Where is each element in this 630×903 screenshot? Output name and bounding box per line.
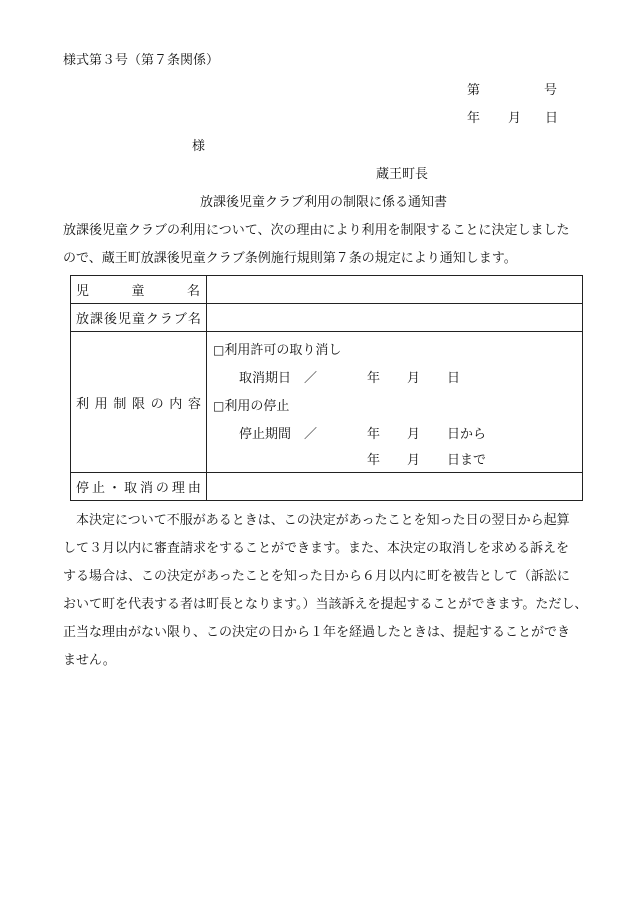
date-month-label: 月 [508, 111, 522, 126]
suspend-from-day: 日から [447, 427, 487, 442]
label-char: 童 [131, 284, 145, 299]
restriction-label [71, 332, 207, 473]
label-char: 児 [117, 312, 131, 327]
label-char: 由 [187, 481, 201, 496]
label-char: ラ [159, 312, 173, 327]
table-row-club-name [71, 304, 583, 332]
document-number-suffix: 号 [544, 83, 558, 98]
label-char: 放 [76, 312, 90, 327]
suspend-from-year: 年 [367, 427, 381, 442]
date-year-label: 年 [467, 111, 481, 126]
issuer-name: 蔵王町長 [376, 167, 429, 182]
suspend-option[interactable] [213, 400, 289, 413]
label-char: 限 [131, 396, 145, 412]
form-number: 様式第３号（第７条関係） [63, 53, 220, 68]
table-row-restriction [71, 332, 583, 473]
intro-line: ので、蔵王町放課後児童クラブ条例施行規則第７条の規定により通知します。 [63, 251, 517, 266]
label-char: 後 [103, 312, 117, 327]
label-char: 消 [139, 481, 153, 496]
cancel-date-label: 取消期日 ／ [239, 371, 318, 386]
cancel-date-year: 年 [367, 371, 381, 386]
date-day-label: 日 [545, 111, 559, 126]
label-char: 内 [169, 396, 183, 412]
child-name-field[interactable] [207, 276, 583, 304]
label-char: 容 [187, 396, 201, 412]
reason-field[interactable] [207, 473, 583, 501]
appeal-notice-paragraph [63, 507, 588, 675]
suspend-option-label: 利用の停止 [224, 399, 290, 414]
document-title: 放課後児童クラブ利用の制限に係る通知書 [200, 195, 448, 210]
label-char: 童 [131, 312, 145, 327]
checkbox-icon[interactable]: □ [213, 343, 225, 357]
cancel-option-label: 利用許可の取り消し [224, 343, 342, 358]
notice-line: して３月以内に審査請求をすることができます。また、本決定の取消しを求める訴えを [63, 541, 569, 556]
label-char: の [155, 481, 169, 496]
suspend-to-year: 年 [367, 453, 381, 468]
table-row-reason [71, 473, 583, 501]
label-char: 児 [76, 284, 90, 299]
suspend-to-month: 月 [407, 453, 421, 468]
label-char: 名 [186, 284, 200, 299]
cancel-option[interactable] [213, 344, 341, 357]
label-char: 取 [123, 481, 137, 496]
table-row-child-name [71, 276, 583, 304]
notice-line: 正当な理由がない限り、この決定の日から１年を経過したときは、提起することができ [63, 625, 571, 640]
label-char: 停 [76, 481, 90, 496]
suspend-to-day: 日まで [447, 453, 487, 468]
club-name-label [71, 304, 207, 332]
notice-line: 本決定について不服があるときは、この決定があったことを知った日の翌日から起算 [63, 513, 570, 528]
label-char: ブ [173, 312, 187, 327]
label-char: 制 [113, 396, 127, 412]
label-char: 名 [187, 312, 201, 327]
cancel-date-month: 月 [407, 371, 421, 386]
label-char: 利 [76, 396, 90, 412]
reason-label [71, 473, 207, 501]
addressee-suffix: 様 [192, 139, 206, 154]
club-name-field[interactable] [207, 304, 583, 332]
intro-line: 放課後児童クラブの利用について、次の理由により利用を制限することに決定しました [63, 223, 570, 238]
checkbox-icon[interactable]: □ [213, 399, 225, 413]
notice-line: する場合は、この決定があったことを知った日から６月以内に町を被告として（訴訟に [63, 569, 570, 584]
label-char: ク [145, 312, 159, 327]
label-char: 用 [94, 396, 108, 412]
notification-form-table [70, 275, 583, 501]
label-char: 課 [89, 312, 103, 327]
document-number-prefix: 第 [467, 83, 481, 98]
label-char: の [150, 396, 164, 412]
restriction-content [207, 332, 583, 473]
cancel-date-day: 日 [447, 371, 461, 386]
suspend-period-label: 停止期間 ／ [239, 427, 318, 442]
notice-line: おいて町を代表する者は町長となります。）当該訴えを提起することができます。ただし、 [63, 597, 588, 612]
notice-line: ません。 [63, 653, 116, 668]
suspend-from-month: 月 [407, 427, 421, 442]
child-name-label [71, 276, 207, 304]
label-char: 止 [91, 481, 105, 496]
intro-paragraph [63, 217, 585, 273]
label-char: 理 [171, 481, 185, 496]
label-char: ・ [107, 481, 121, 496]
